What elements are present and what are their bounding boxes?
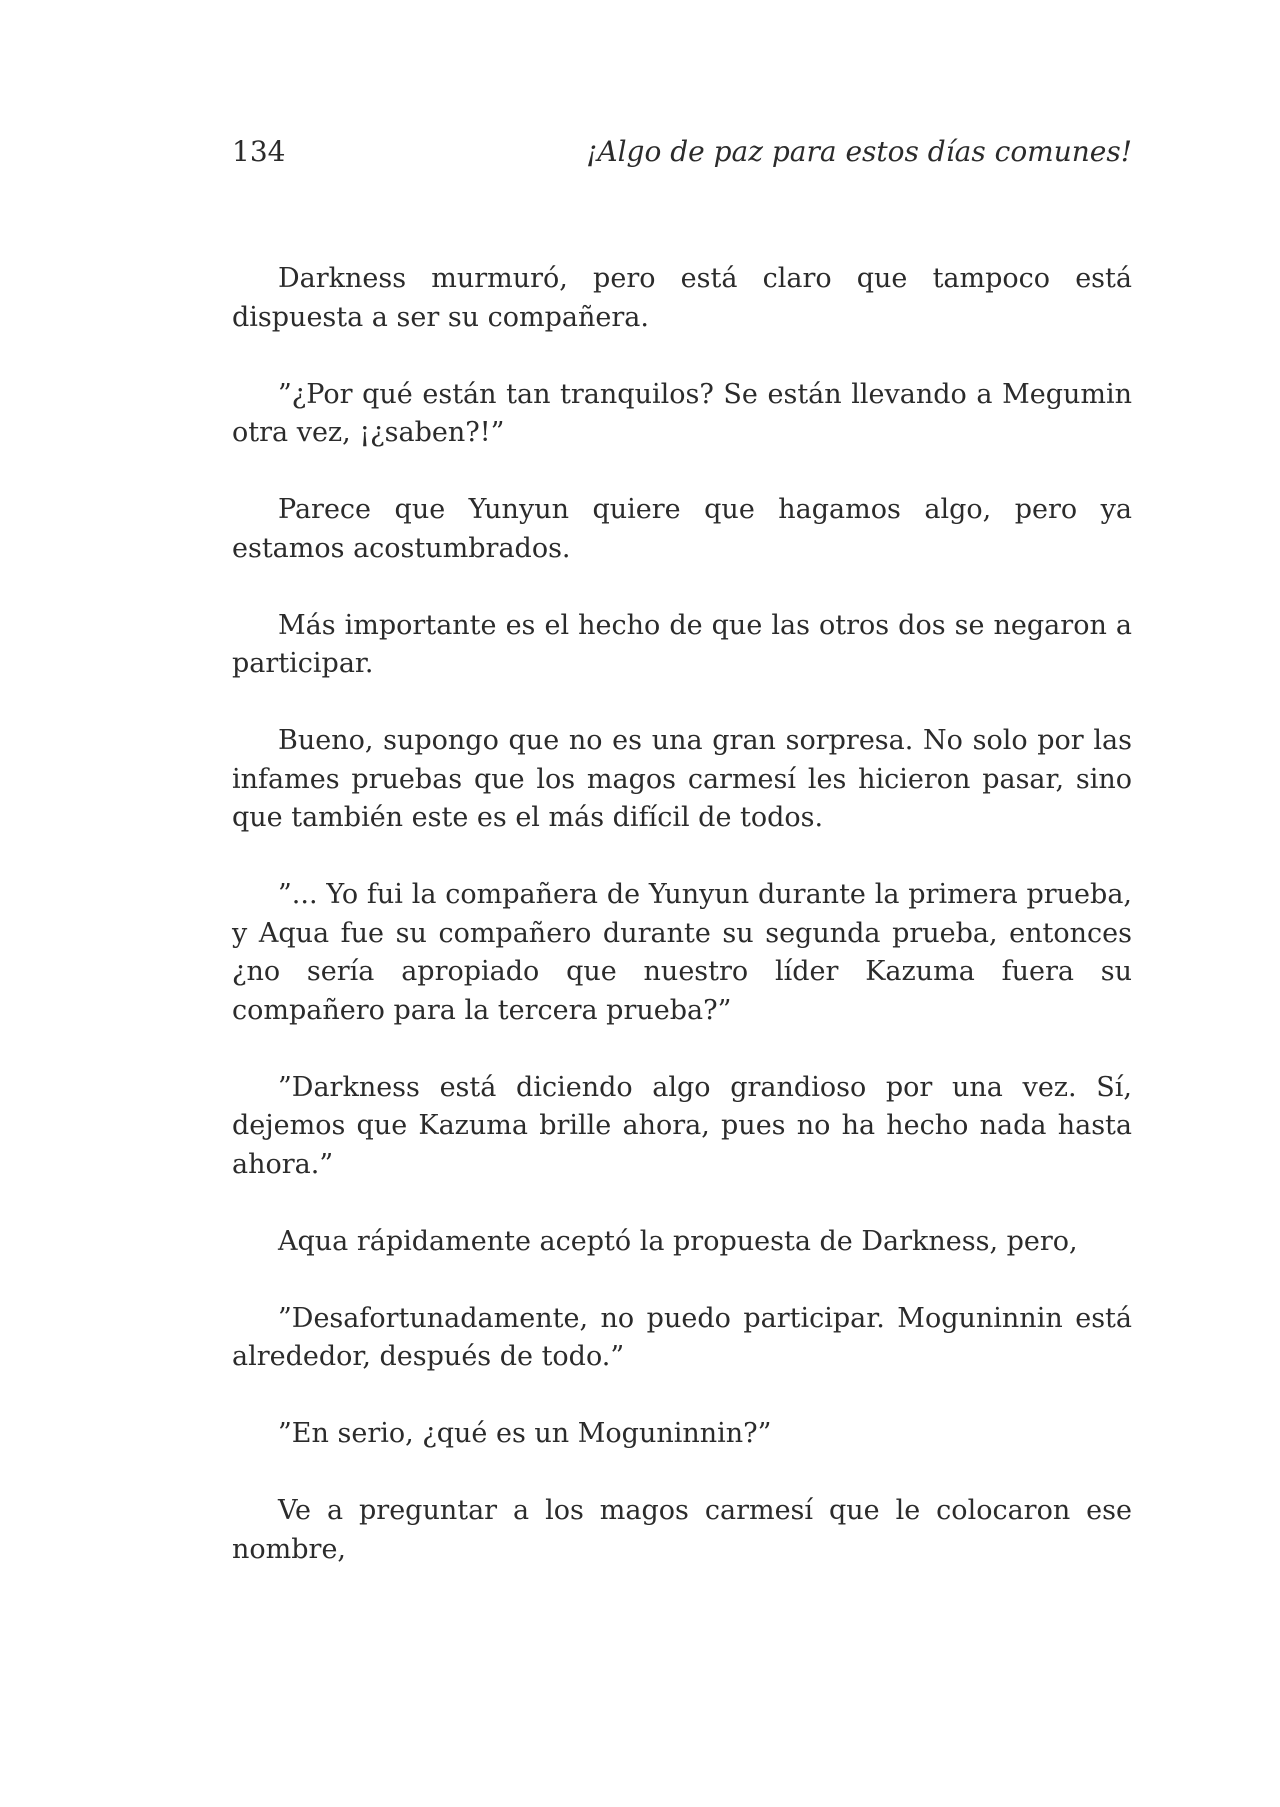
- body-text: [232, 260, 1132, 1608]
- paragraph: ”¿Por qué están tan tranquilos? Se están llevando a Megumin otra vez, ¡¿saben?!”: [232, 378, 1132, 448]
- page-header: [232, 132, 1132, 172]
- paragraph: Más importante es el hecho de que las otros dos se negaron a participar.: [232, 609, 1132, 679]
- paragraph: ”En serio, ¿qué es un Moguninnin?”: [278, 1418, 772, 1449]
- paragraph: Darkness murmuró, pero está claro que tampoco está dispuesta a ser su compañera.: [232, 263, 1132, 333]
- paragraph: Ve a preguntar a los magos carmesí que le colocaron ese nombre,: [232, 1495, 1132, 1565]
- paragraph: ”Darkness está diciendo algo grandioso por una vez. Sí, dejemos que Kazuma brille ahora, pues no ha hecho nada hasta ahora.”: [232, 1071, 1132, 1180]
- paragraph: ”... Yo fui la compañera de Yunyun durante la primera prueba, y Aqua fue su compañero durante su segunda prueba, entonces ¿no sería apropiado que nuestro líder Kazuma fuera su compañero para la tercera prueba?”: [232, 879, 1132, 1026]
- paragraph: Bueno, supongo que no es una gran sorpresa. No solo por las infames pruebas que los magos carmesí les hicieron pasar, sino que también este es el más difícil de todos.: [232, 725, 1132, 833]
- paragraph: Parece que Yunyun quiere que hagamos algo, pero ya estamos acostumbrados.: [232, 494, 1132, 564]
- paragraph: Aqua rápidamente aceptó la propuesta de Darkness, pero,: [278, 1225, 1078, 1257]
- page-number: 134: [232, 135, 286, 168]
- running-title: ¡Algo de paz para estos días comunes!: [586, 135, 1132, 168]
- paragraph: ”Desafortunadamente, no puedo participar. Moguninnin está alrededor, después de todo.”: [232, 1302, 1132, 1372]
